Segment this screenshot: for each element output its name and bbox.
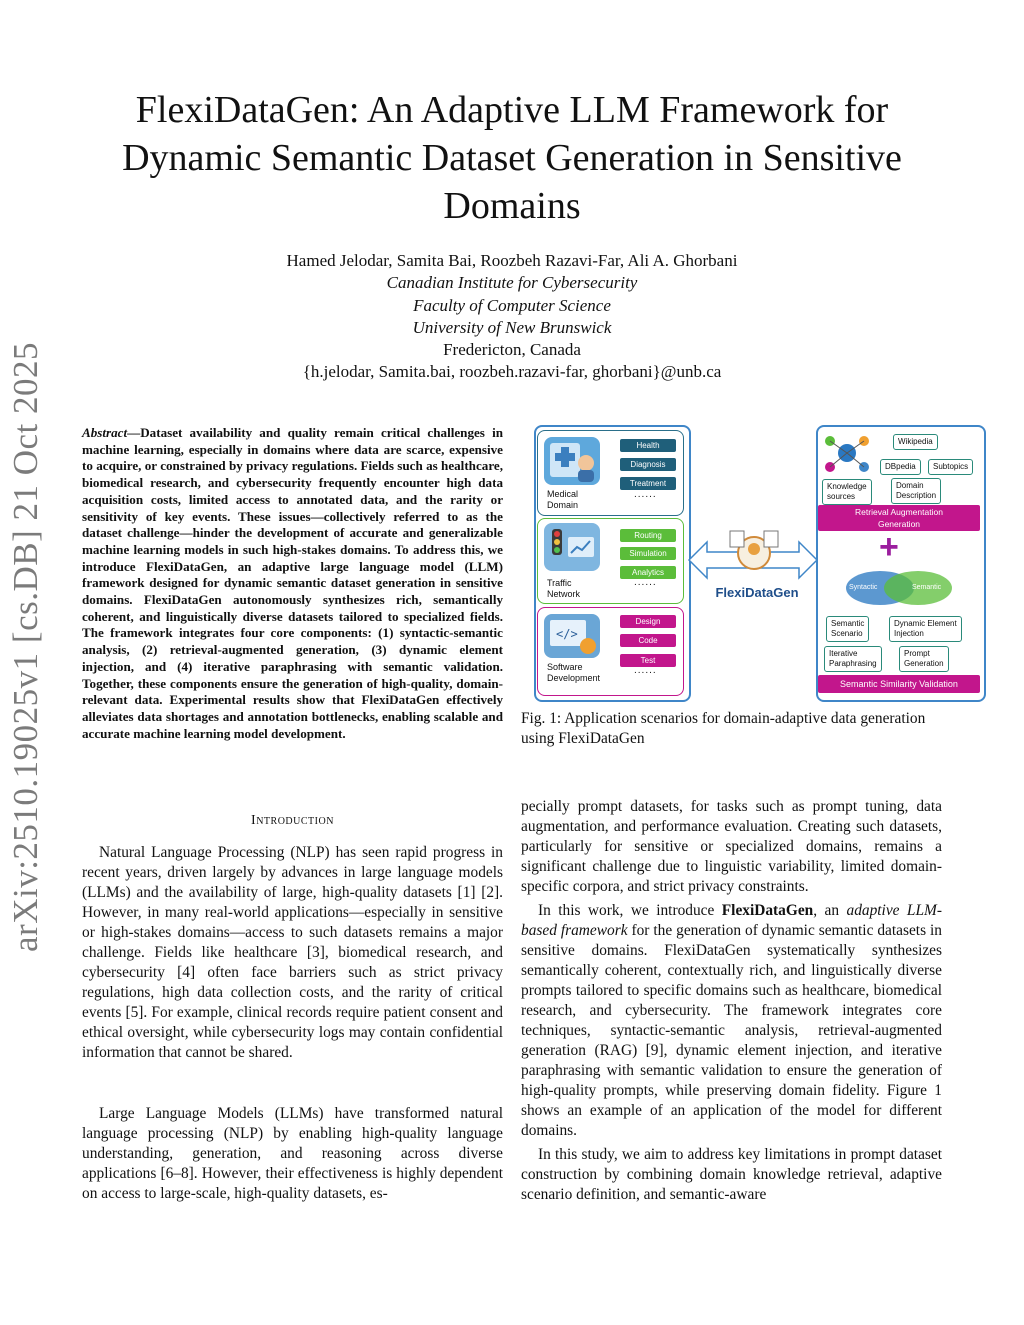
framework-name-bold: FlexiDataGen: [721, 902, 814, 919]
software-dots: ......: [634, 665, 657, 676]
venn-syntactic-label: Syntactic: [849, 584, 878, 591]
author-location: Fredericton, Canada: [443, 340, 581, 360]
svg-text:</>: </>: [556, 627, 578, 641]
right-paragraph-0: pecially prompt datasets, for tasks such as prompt tuning, data augmentation, and performance evaluation. Creating such datasets, particularly for sensitive or specialized domains, remains a significant challenge due to linguistic variability, limited domain-specific corpora, and strict privacy constraints.: [521, 798, 942, 895]
author-block: [100, 250, 924, 384]
subtopics-tag: Subtopics: [928, 459, 973, 475]
traffic-dots: ......: [634, 577, 657, 588]
intro-paragraph-2-text: Large Language Models (LLMs) have transformed natural language processing (NLP) by enabling high-quality language understanding, generation, and reasoning across diverse applications [6–8]. However, their effectiveness is highly dependent on access to large-scale, high-quality datasets, es-: [82, 1105, 503, 1202]
tag-code: Code: [620, 634, 676, 647]
intro-paragraph-2: [82, 1104, 503, 1204]
framework-desc-italic: adaptive LLM-based framework: [521, 902, 942, 939]
tag-design: Design: [620, 615, 676, 628]
intro-paragraph-1: [82, 843, 503, 1063]
knowledge-network-icon: [822, 431, 872, 475]
abstract-text: —Dataset availability and quality remain critical challenges in machine learning, especially in domains where data are scarce, expensive to acquire, or constrained by privacy regulations. Fields such as healthcare, biomedical research, and cybersecurity frequently encounter high data acquisition costs, limited access to annotated data, and the rarity or sensitivity of key events. These issues—collectively referred to as the dataset challenge—hinder the development of accurate and generalizable machine learning models in such high-stakes domains. To address this, we introduce FlexiDataGen, an adaptive large language model (LLM) framework designed for dynamic semantic dataset generation in sensitive domains. FlexiDataGen autonomously synthesizes rich, semantically coherent, and linguistically diverse datasets tailored to specialized fields. The framework integrates four core components: (1) syntactic-semantic analysis, (2) retrieval-augmented generation, (3) dynamic element injection, and (4) iterative paraphrasing with semantic validation. Together, these components ensure the generation of high-quality, domain-relevant data. Experimental results show that FlexiDataGen effectively alleviates data shortages and annotation bottlenecks, enabling scalable and accurate machine learning model development.: [82, 425, 503, 741]
figure-1-caption: Fig. 1: Application scenarios for domain-adaptive data generation using FlexiDataGen: [521, 710, 926, 747]
title-line-3: Domains: [443, 185, 581, 227]
right-column-text: [521, 797, 942, 1205]
medical-dots: ......: [634, 489, 657, 500]
medical-label: Medical Domain: [547, 489, 579, 510]
prompt-generation-tag: Prompt Generation: [899, 646, 949, 672]
tag-analytics: Analytics: [620, 566, 676, 579]
arxiv-identifier: arXiv:2510.19025v1 [cs.DB] 21 Oct 2025: [6, 341, 45, 952]
traffic-icon: [544, 523, 600, 571]
tag-health: Health: [620, 439, 676, 452]
abstract-label: Abstract: [82, 425, 128, 440]
paper-title: [60, 86, 964, 230]
author-emails: {h.jelodar, Samita.bai, roozbeh.razavi-far, ghorbani}@unb.ca: [302, 362, 722, 382]
knowledge-sources-tag: Knowledge sources: [822, 479, 872, 505]
code-icon: [544, 614, 600, 658]
figure-1: [534, 425, 986, 700]
tag-diagnosis: Diagnosis: [620, 458, 676, 471]
intro-paragraph-1-text: Natural Language Processing (NLP) has seen rapid progress in recent years, driven largely by advances in large language models (LLMs) and the availability of large, high-quality datasets [1] [2]. However, in many real-world applications—especially in sensitive or high-stakes domains—access to such datasets remains a major challenge. Fields like healthcare [3], biomedical research, and cybersecurity [4] often face barriers such as strict privacy regulations, high data collection costs, and the rarity of critical events [5]. For example, clinical records require patient consent and ethical oversight, while cybersecurity logs may contain confidential information that cannot be shared.: [82, 844, 503, 1061]
domain-description-tag: Domain Description: [891, 478, 941, 504]
medical-icon: [544, 437, 600, 485]
title-line-2: Dynamic Semantic Dataset Generation in Sensitive: [122, 137, 902, 179]
affiliation-3: University of New Brunswick: [412, 317, 612, 337]
iterative-paraphrasing-tag: Iterative Paraphrasing: [824, 646, 882, 672]
affiliation-1: Canadian Institute for Cybersecurity: [386, 273, 638, 293]
semantic-similarity-validation-banner: Semantic Similarity Validation: [818, 675, 980, 693]
affiliation-2: Faculty of Computer Science: [413, 295, 611, 315]
venn-semantic-label: Semantic: [912, 584, 942, 591]
right-paragraph-1: [521, 901, 942, 1141]
tag-simulation: Simulation: [620, 547, 676, 560]
section-heading-introduction: Introduction: [251, 813, 334, 828]
flexidatagen-label: FlexiDataGen: [715, 585, 799, 600]
right-p1-part-a: In this work, we introduce: [538, 902, 722, 919]
rag-banner: Retrieval Augmentation Generation: [818, 505, 980, 531]
abstract: [82, 425, 503, 742]
plus-sign: +: [879, 528, 899, 566]
wikipedia-tag: Wikipedia: [893, 434, 938, 450]
software-label: Software Development: [547, 662, 601, 683]
semantic-scenario-tag: Semantic Scenario: [826, 616, 869, 642]
tag-test: Test: [620, 654, 676, 667]
right-p1-part-c: , an: [813, 902, 847, 919]
ai-head-icon: [724, 525, 784, 577]
tag-treatment: Treatment: [620, 477, 676, 490]
dbpedia-tag: DBpedia: [880, 459, 921, 475]
right-p1-part-e: for the generation of dynamic semantic datasets in sensitive domains. FlexiDataGen systematically synthesizes semantically coherent, contextually rich, and linguistically diverse prompts tailored to specific domains such as healthcare, biomedical research, and cybersecurity. The framework integrates core techniques, syntactic-semantic analysis, retrieval-augmented generation (RAG) [9], dynamic element injection, and iterative paraphrasing with semantic validation to ensure the generation of high-quality prompts, while preserving domain fidelity. Figure 1 shows an example of an application of the model for different domains.: [521, 922, 942, 1139]
title-line-1: FlexiDataGen: An Adaptive LLM Framework for: [135, 89, 889, 131]
tag-routing: Routing: [620, 529, 676, 542]
author-names: Hamed Jelodar, Samita Bai, Roozbeh Razavi-Far, Ali A. Ghorbani: [286, 251, 738, 270]
dynamic-element-injection-tag: Dynamic Element Injection: [889, 616, 962, 642]
traffic-label: Traffic Network: [547, 578, 581, 599]
right-paragraph-2: In this study, we aim to address key limitations in prompt dataset construction by combining domain knowledge retrieval, adaptive scenario definition, and semantic-aware: [521, 1146, 942, 1203]
